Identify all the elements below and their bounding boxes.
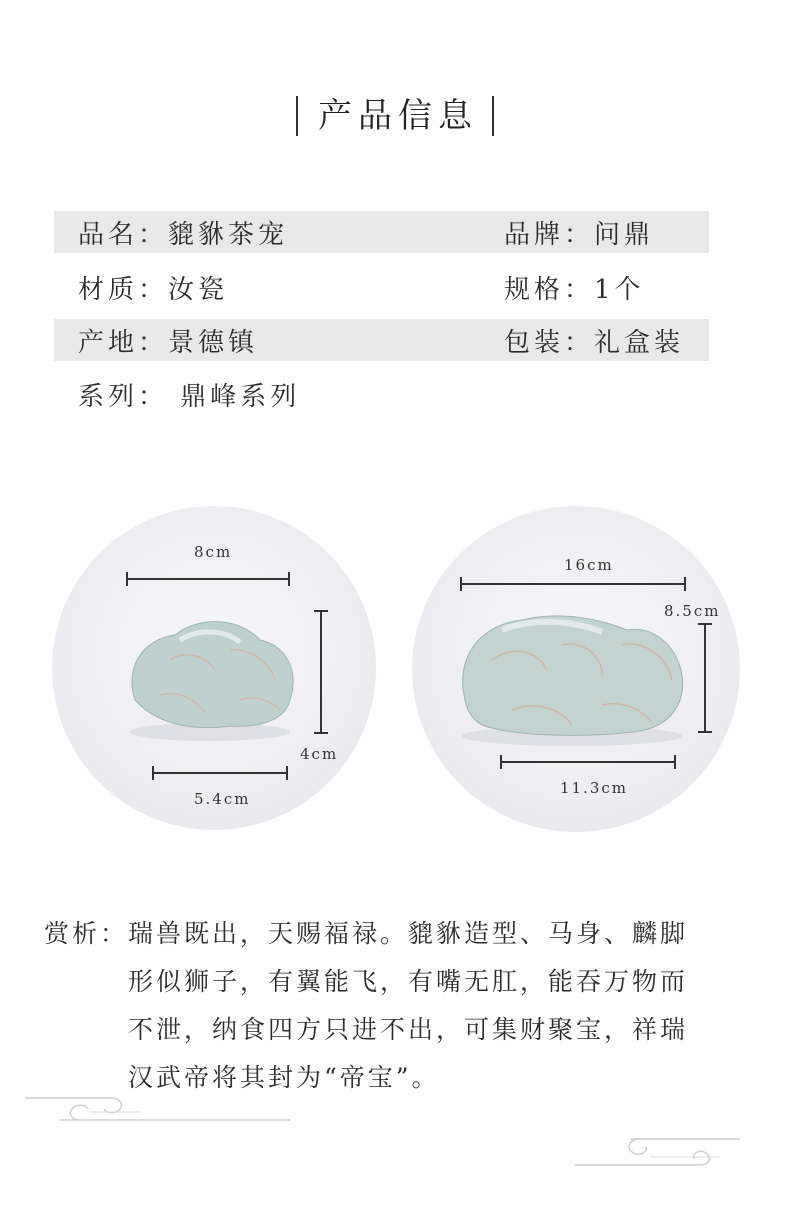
large-length-dimension-line	[500, 761, 676, 763]
info-row	[54, 319, 709, 361]
large-length-label: 11.3cm	[560, 779, 629, 797]
info-cell-name: 品名：貔貅茶宠	[78, 219, 289, 250]
info-cell-spec: 规格：1个	[504, 274, 645, 305]
large-pixiu-image	[452, 600, 692, 750]
info-cell-origin: 产地：景德镇	[78, 327, 259, 358]
title-right-bar	[492, 96, 494, 136]
large-width-dimension-line	[460, 583, 686, 585]
small-length-dimension-line	[152, 772, 288, 774]
small-width-dimension-line	[126, 578, 290, 580]
large-height-label: 8.5cm	[664, 602, 721, 620]
description-label: 赏析：	[44, 919, 129, 948]
small-height-dimension-line	[320, 610, 322, 734]
info-cell-package: 包装：礼盒装	[504, 327, 685, 358]
section-title	[0, 96, 790, 136]
cloud-ornament-left-icon	[20, 1090, 300, 1130]
description-line: 汉武帝将其封为“帝宝”。	[128, 1063, 440, 1092]
info-cell-series: 系列： 鼎峰系列	[78, 381, 301, 412]
info-row	[54, 266, 709, 308]
small-width-label: 8cm	[194, 543, 233, 561]
description-line: 瑞兽既出，天赐福禄。貔貅造型、马身、麟脚	[128, 919, 689, 948]
small-pixiu-image	[110, 600, 310, 750]
large-width-label: 16cm	[564, 556, 614, 574]
page-title: 产品信息	[318, 96, 478, 136]
small-length-label: 5.4cm	[194, 790, 251, 808]
large-height-dimension-line	[704, 623, 706, 733]
cloud-ornament-right-icon	[570, 1135, 770, 1175]
info-cell-material: 材质：汝瓷	[78, 274, 229, 305]
info-cell-brand: 品牌：问鼎	[504, 219, 655, 250]
info-row	[54, 373, 709, 415]
description-line: 形似狮子，有翼能飞，有嘴无肛，能吞万物而	[128, 967, 689, 996]
info-row	[54, 211, 709, 253]
small-height-label: 4cm	[300, 745, 339, 763]
description-line: 不泄，纳食四方只进不出，可集财聚宝，祥瑞	[128, 1015, 689, 1044]
